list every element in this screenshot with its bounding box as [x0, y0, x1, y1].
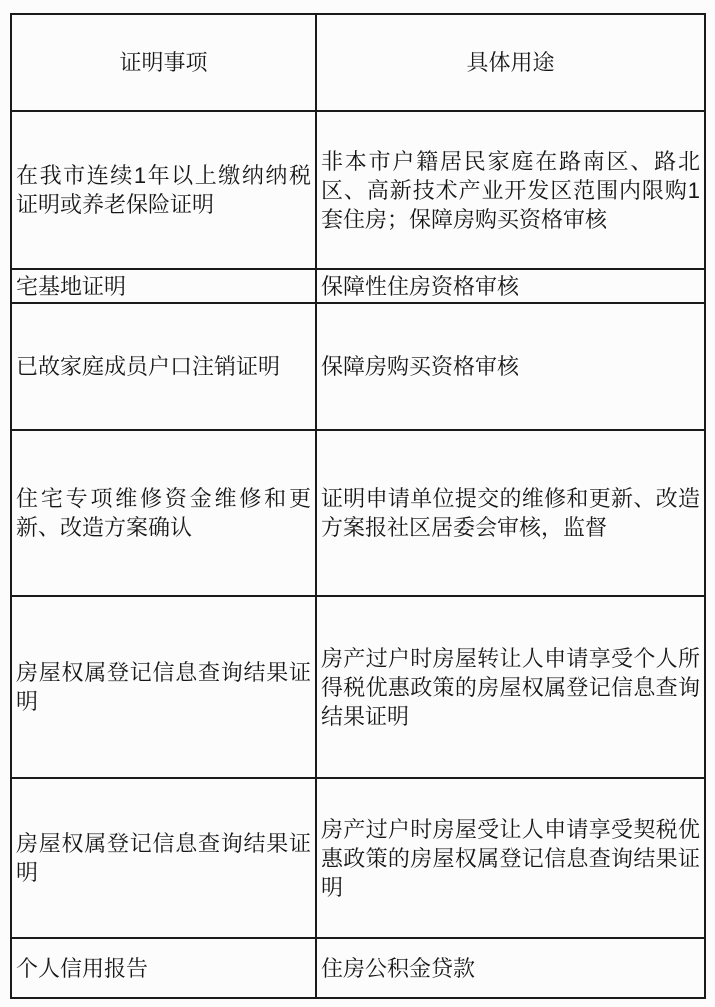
cell-purpose: 证明申请单位提交的维修和更新、改造方案报社区居委会审核，监督	[316, 430, 705, 596]
table-row	[11, 303, 705, 430]
cell-certificate-item: 在我市连续1年以上缴纳纳税证明或养老保险证明	[11, 111, 316, 269]
cell-certificate-item: 个人信用报告	[11, 938, 316, 998]
cell-purpose: 房产过户时房屋受让人申请享受契税优惠政策的房屋权属登记信息查询结果证明	[316, 778, 705, 938]
table-row	[11, 269, 705, 303]
cell-purpose: 房产过户时房屋转让人申请享受个人所得税优惠政策的房屋权属登记信息查询结果证明	[316, 596, 705, 778]
table-row	[11, 111, 705, 269]
cell-purpose: 住房公积金贷款	[316, 938, 705, 998]
table-row	[11, 778, 705, 938]
table-header-row	[11, 14, 705, 111]
cell-certificate-item: 住宅专项维修资金维修和更新、改造方案确认	[11, 430, 316, 596]
cell-certificate-item: 房屋权属登记信息查询结果证明	[11, 596, 316, 778]
column-header-purpose: 具体用途	[316, 14, 705, 111]
table-row	[11, 938, 705, 998]
cell-certificate-item: 宅基地证明	[11, 269, 316, 303]
table-row	[11, 596, 705, 778]
cell-certificate-item: 已故家庭成员户口注销证明	[11, 303, 316, 430]
cell-purpose: 保障房购买资格审核	[316, 303, 705, 430]
cell-purpose: 保障性住房资格审核	[316, 269, 705, 303]
certificates-table	[10, 13, 706, 999]
cell-certificate-item: 房屋权属登记信息查询结果证明	[11, 778, 316, 938]
cell-purpose: 非本市户籍居民家庭在路南区、路北区、高新技术产业开发区范围内限购1套住房；保障房购买资格审核	[316, 111, 705, 269]
column-header-certificate-item: 证明事项	[11, 14, 316, 111]
table-row	[11, 430, 705, 596]
